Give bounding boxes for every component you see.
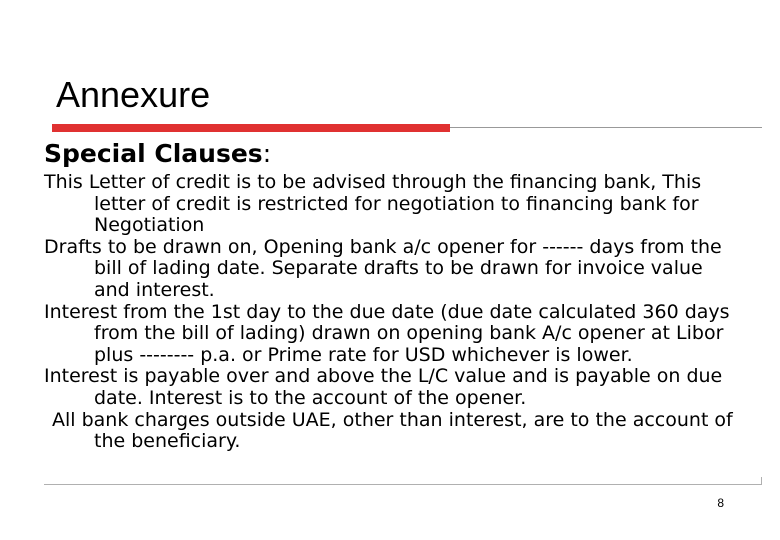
title-accent-bar (52, 124, 450, 132)
section-heading (44, 138, 271, 170)
clause-item: Interest from the 1st day to the due date (due date calculated 360 days from the bill of lading) drawn on opening bank A/c opener at Libor plus -------- p.a. or Prime rate for USD whichever is lower. (44, 300, 730, 366)
title-divider-line (450, 127, 762, 128)
slide-title: Annexure (56, 74, 211, 115)
footer-divider-line (44, 484, 762, 485)
clause-item: Interest is payable over and above the L/C value and is payable on due date. Interest is to the account of the opener. (44, 365, 723, 409)
clause-item: All bank charges outside UAE, other than interest, are to the account of the beneficiary. (52, 408, 733, 453)
clause-item: Drafts to be drawn on, Opening bank a/c opener for ------ days from the bill of lading date. Separate drafts to be drawn for invoice value and interest. (44, 235, 722, 301)
clauses-list (44, 172, 744, 453)
section-heading-text: Special Clauses (44, 139, 263, 168)
clause-item: This Letter of credit is to be advised through the financing bank, This letter of credit is restricted for negotiation to financing bank for Negotiation (44, 171, 702, 237)
section-heading-colon: : (262, 139, 272, 168)
page-number: 8 (717, 496, 724, 510)
